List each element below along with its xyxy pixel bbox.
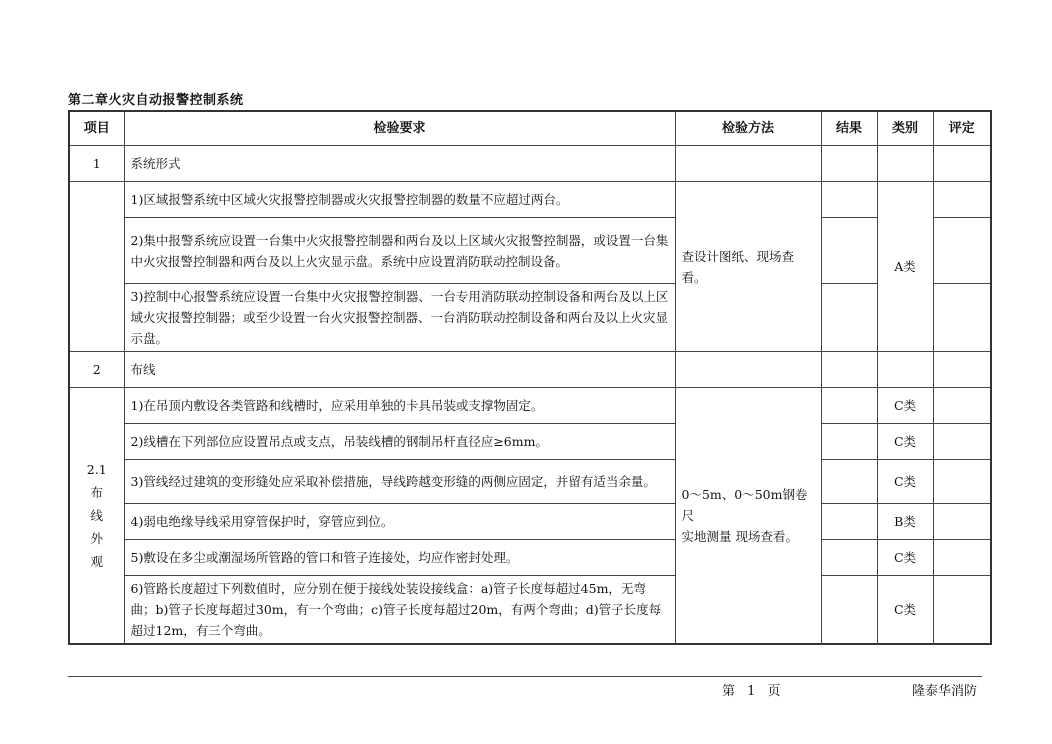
- result-cell[interactable]: [821, 504, 877, 540]
- section-name: 系统形式: [124, 146, 675, 182]
- requirement-text: 3)控制中心报警系统应设置一台集中火灾报警控制器、一台专用消防联动控制设备和两台及以上区域火灾报警控制器；或至少设置一台火灾报警控制器、一台消防联动控制设备和两台及以上火灾显示盘。: [124, 284, 675, 352]
- category-text: A类: [877, 182, 933, 352]
- result-cell[interactable]: [821, 540, 877, 576]
- table-row: [69, 388, 991, 424]
- requirement-text: 1)在吊顶内敷设各类管路和线槽时，应采用单独的卡具吊装或支撑物固定。: [124, 388, 675, 424]
- section-name: 布线: [124, 352, 675, 388]
- section-row: [69, 352, 991, 388]
- result-cell[interactable]: [821, 460, 877, 504]
- subsection-char: 线: [90, 508, 103, 523]
- company-name: 隆泰华消防: [912, 684, 978, 699]
- result-cell[interactable]: [821, 284, 877, 352]
- subsection-char: 外: [90, 531, 103, 546]
- rating-cell[interactable]: [933, 504, 991, 540]
- category-text: C类: [877, 576, 933, 645]
- section-row: [69, 146, 991, 182]
- table-row: [69, 504, 991, 540]
- section-number: 2: [69, 352, 124, 388]
- category-cell: [877, 352, 933, 388]
- header-row: [69, 111, 991, 146]
- rating-cell[interactable]: [933, 352, 991, 388]
- category-text: C类: [877, 424, 933, 460]
- subsection-number: 2.1: [86, 462, 107, 477]
- item-cell: [69, 182, 124, 352]
- result-cell[interactable]: [821, 424, 877, 460]
- rating-cell[interactable]: [933, 388, 991, 424]
- rating-cell[interactable]: [933, 284, 991, 352]
- chapter-title: 第二章火灾自动报警控制系统: [68, 93, 244, 108]
- requirement-text: 3)管线经过建筑的变形缝处应采取补偿措施，导线跨越变形缝的两侧应固定，并留有适当余量。: [124, 460, 675, 504]
- subsection-label: [69, 388, 124, 645]
- subsection-char: 布: [90, 485, 103, 500]
- result-cell[interactable]: [821, 218, 877, 284]
- result-cell[interactable]: [821, 576, 877, 645]
- category-text: B类: [877, 504, 933, 540]
- method-cell: [675, 352, 821, 388]
- result-cell[interactable]: [821, 182, 877, 218]
- method-line: 实地测量 现场查看。: [681, 529, 798, 544]
- method-cell: [675, 146, 821, 182]
- table-row: [69, 424, 991, 460]
- header-category: 类别: [877, 111, 933, 146]
- rating-cell[interactable]: [933, 182, 991, 218]
- table-row: [69, 182, 991, 218]
- rating-cell[interactable]: [933, 218, 991, 284]
- method-line: 0～5m、0～50m钢卷尺: [681, 487, 808, 523]
- requirement-text: 2)线槽在下列部位应设置吊点或支点，吊装线槽的钢制吊杆直径应≥6mm。: [124, 424, 675, 460]
- footer-divider: [68, 676, 982, 677]
- header-method: 检验方法: [675, 111, 821, 146]
- method-text: [675, 388, 821, 645]
- requirement-text: 1)区域报警系统中区域火灾报警控制器或火灾报警控制器的数量不应超过两台。: [124, 182, 675, 218]
- requirement-text: 6)管路长度超过下列数值时，应分别在便于接线处装设接线盒：a)管子长度每超过45m，无弯曲；b)管子长度每超过30m，有一个弯曲；c)管子长度每超过20m，有两个弯曲；d)管子长度每超过12m，有三个弯曲。: [124, 576, 675, 645]
- category-text: C类: [877, 388, 933, 424]
- result-cell[interactable]: [821, 146, 877, 182]
- table-row: [69, 576, 991, 645]
- rating-cell[interactable]: [933, 576, 991, 645]
- header-result: 结果: [821, 111, 877, 146]
- category-text: C类: [877, 540, 933, 576]
- subsection-char: 观: [90, 554, 103, 569]
- rating-cell[interactable]: [933, 460, 991, 504]
- requirement-text: 2)集中报警系统应设置一台集中火灾报警控制器和两台及以上区域火灾报警控制器，或设置一台集中火灾报警控制器和两台及以上火灾显示盘。系统中应设置消防联动控制设备。: [124, 218, 675, 284]
- category-cell: [877, 146, 933, 182]
- requirement-text: 4)弱电绝缘导线采用穿管保护时，穿管应到位。: [124, 504, 675, 540]
- table-row: [69, 460, 991, 504]
- section-number: 1: [69, 146, 124, 182]
- rating-cell[interactable]: [933, 424, 991, 460]
- table-row: [69, 540, 991, 576]
- header-item: 项目: [69, 111, 124, 146]
- table-row: [69, 284, 991, 352]
- result-cell[interactable]: [821, 352, 877, 388]
- header-rating: 评定: [933, 111, 991, 146]
- page-number: 第 1 页: [722, 684, 781, 699]
- inspection-table: [68, 110, 992, 645]
- category-text: C类: [877, 460, 933, 504]
- table-row: [69, 218, 991, 284]
- method-text: 查设计图纸、现场查看。: [675, 182, 821, 352]
- header-requirement: 检验要求: [124, 111, 675, 146]
- rating-cell[interactable]: [933, 540, 991, 576]
- requirement-text: 5)敷设在多尘或潮湿场所管路的管口和管子连接处，均应作密封处理。: [124, 540, 675, 576]
- rating-cell[interactable]: [933, 146, 991, 182]
- result-cell[interactable]: [821, 388, 877, 424]
